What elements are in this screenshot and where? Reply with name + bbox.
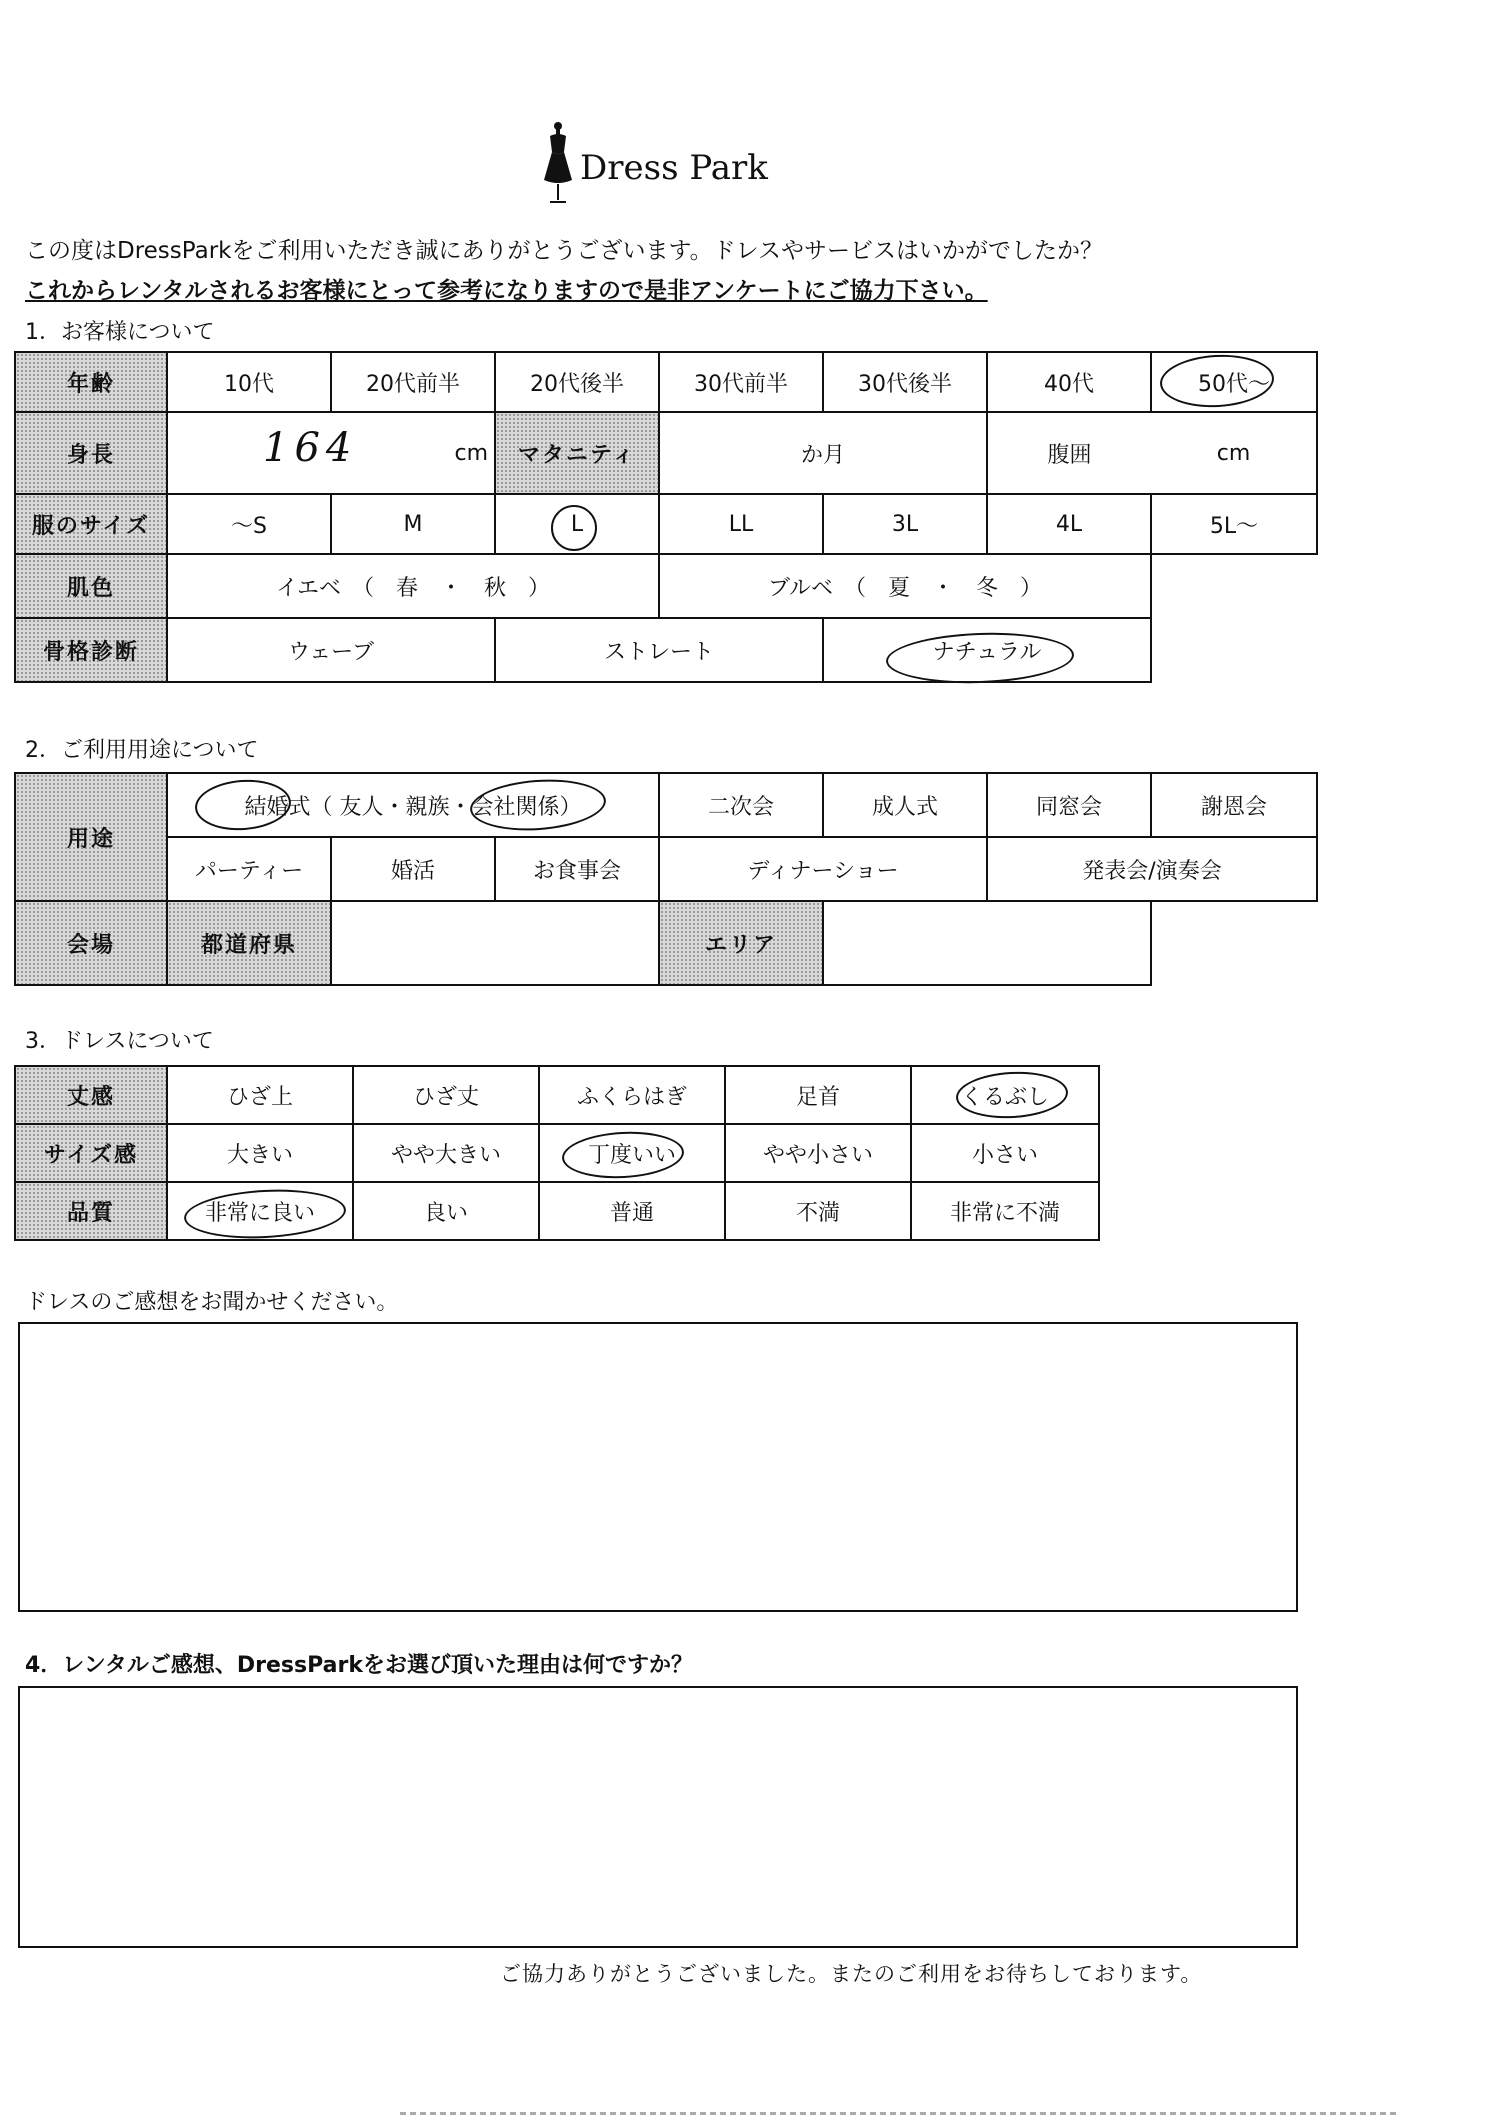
fit-option[interactable]: 大きい: [167, 1124, 353, 1182]
area-input[interactable]: [823, 901, 1151, 985]
purpose-option[interactable]: 成人式: [823, 773, 987, 837]
section4-title: 4．レンタルご感想、DressParkをお選び頂いた理由は何ですか？: [25, 1653, 693, 1678]
age-option[interactable]: 30代前半: [659, 352, 823, 412]
purpose-option[interactable]: ディナーショー: [659, 837, 987, 901]
fit-label: サイズ感: [15, 1124, 167, 1182]
dresspark-logo: [538, 118, 778, 218]
fit-option[interactable]: やや小さい: [725, 1124, 911, 1182]
wedding-work-label: 会社関係: [471, 794, 560, 820]
size-option-selected[interactable]: L: [495, 494, 659, 554]
length-option[interactable]: 足首: [725, 1066, 911, 1124]
wedding-detail-close: ）: [559, 794, 582, 820]
length-option[interactable]: ふくらはぎ: [539, 1066, 725, 1124]
skin-yellow-option[interactable]: イエベ （ 春 ・ 秋 ）: [167, 554, 659, 618]
logo-wordmark: Dress Park: [580, 148, 768, 188]
skin-blue-option[interactable]: ブルベ （ 夏 ・ 冬 ）: [659, 554, 1151, 618]
skin-label: 肌色: [15, 554, 167, 618]
dress-form-icon: [538, 118, 578, 218]
purpose-option[interactable]: 同窓会: [987, 773, 1151, 837]
quality-option-selected[interactable]: 非常に良い: [167, 1182, 353, 1240]
customer-table: [14, 351, 1318, 683]
length-option[interactable]: ひざ丈: [353, 1066, 539, 1124]
frame-label: 骨格診断: [15, 618, 167, 682]
age-option[interactable]: 40代: [987, 352, 1151, 412]
closing-message: ご協力ありがとうございました。またのご利用をお待ちしております。: [500, 1962, 1203, 1986]
waist-label: 腹囲: [987, 412, 1151, 494]
section3-title: 3．ドレスについて: [25, 1029, 214, 1054]
dress-comment-box[interactable]: [18, 1322, 1298, 1612]
quality-row: [15, 1182, 1099, 1240]
blank-cell: [1151, 554, 1317, 618]
age-option[interactable]: 10代: [167, 352, 331, 412]
prefecture-input[interactable]: [331, 901, 659, 985]
rental-comment-box[interactable]: [18, 1686, 1298, 1948]
quality-option[interactable]: 普通: [539, 1182, 725, 1240]
quality-option[interactable]: 良い: [353, 1182, 539, 1240]
wedding-label: 結婚式: [244, 794, 311, 820]
age-option[interactable]: 30代後半: [823, 352, 987, 412]
age-option[interactable]: 20代後半: [495, 352, 659, 412]
venue-row: [15, 901, 1317, 985]
size-row: [15, 494, 1317, 554]
purpose-row-2: [15, 837, 1317, 901]
purpose-option[interactable]: 発表会/演奏会: [987, 837, 1317, 901]
height-field[interactable]: [167, 412, 495, 494]
frame-row: [15, 618, 1317, 682]
age-label: 年齢: [15, 352, 167, 412]
wedding-detail-open: （ 友人・親族・: [310, 794, 472, 820]
purpose-option[interactable]: 二次会: [659, 773, 823, 837]
purpose-row-1: [15, 773, 1317, 837]
prefecture-label: 都道府県: [167, 901, 331, 985]
size-option[interactable]: ～S: [167, 494, 331, 554]
age-option-selected[interactable]: 50代～: [1151, 352, 1317, 412]
purpose-option[interactable]: 謝恩会: [1151, 773, 1317, 837]
purpose-option[interactable]: お食事会: [495, 837, 659, 901]
wedding-option[interactable]: [167, 773, 659, 837]
purpose-option[interactable]: 婚活: [331, 837, 495, 901]
frame-option[interactable]: ストレート: [495, 618, 823, 682]
maternity-label: マタニティ: [495, 412, 659, 494]
section2-title: 2．ご利用用途について: [25, 738, 259, 763]
length-option-selected[interactable]: くるぶし: [911, 1066, 1099, 1124]
fit-option[interactable]: やや大きい: [353, 1124, 539, 1182]
size-label: 服のサイズ: [15, 494, 167, 554]
maternity-months-field[interactable]: [659, 412, 987, 494]
height-unit: cm: [454, 441, 488, 466]
quality-label: 品質: [15, 1182, 167, 1240]
height-row: [15, 412, 1317, 494]
section1-title: 1．お客様について: [25, 320, 215, 345]
fit-option[interactable]: 小さい: [911, 1124, 1099, 1182]
months-unit: か月: [800, 442, 845, 468]
age-row: [15, 352, 1317, 412]
venue-label: 会場: [15, 901, 167, 985]
length-label: 丈感: [15, 1066, 167, 1124]
area-label: エリア: [659, 901, 823, 985]
intro-text: この度はDressParkをご利用いただき誠にありがとうございます。ドレスやサービスはいかがでしたか？: [25, 238, 1103, 264]
size-option[interactable]: M: [331, 494, 495, 554]
dress-comment-prompt: ドレスのご感想をお聞かせください。: [25, 1290, 399, 1315]
length-option[interactable]: ひざ上: [167, 1066, 353, 1124]
height-label: 身長: [15, 412, 167, 494]
height-value: 164: [263, 425, 358, 471]
frame-option[interactable]: ウェーブ: [167, 618, 495, 682]
dress-table: [14, 1065, 1100, 1241]
blank-cell: [1151, 901, 1317, 985]
quality-option[interactable]: 非常に不満: [911, 1182, 1099, 1240]
size-option[interactable]: 3L: [823, 494, 987, 554]
quality-option[interactable]: 不満: [725, 1182, 911, 1240]
length-row: [15, 1066, 1099, 1124]
purpose-option[interactable]: パーティー: [167, 837, 331, 901]
purpose-label: 用途: [15, 773, 167, 901]
size-option[interactable]: 5L～: [1151, 494, 1317, 554]
intro-request: これからレンタルされるお客様にとって参考になりますので是非アンケートにご協力下さい。: [25, 278, 988, 304]
size-option[interactable]: 4L: [987, 494, 1151, 554]
fit-row: [15, 1124, 1099, 1182]
scan-footer-line: [400, 2112, 1400, 2115]
fit-option-selected[interactable]: 丁度いい: [539, 1124, 725, 1182]
age-option[interactable]: 20代前半: [331, 352, 495, 412]
blank-cell: [1151, 618, 1317, 682]
waist-field[interactable]: [1151, 412, 1317, 494]
skin-row: [15, 554, 1317, 618]
size-option[interactable]: LL: [659, 494, 823, 554]
purpose-table: [14, 772, 1318, 986]
frame-option-selected[interactable]: ナチュラル: [823, 618, 1151, 682]
waist-unit: cm: [1216, 440, 1251, 466]
